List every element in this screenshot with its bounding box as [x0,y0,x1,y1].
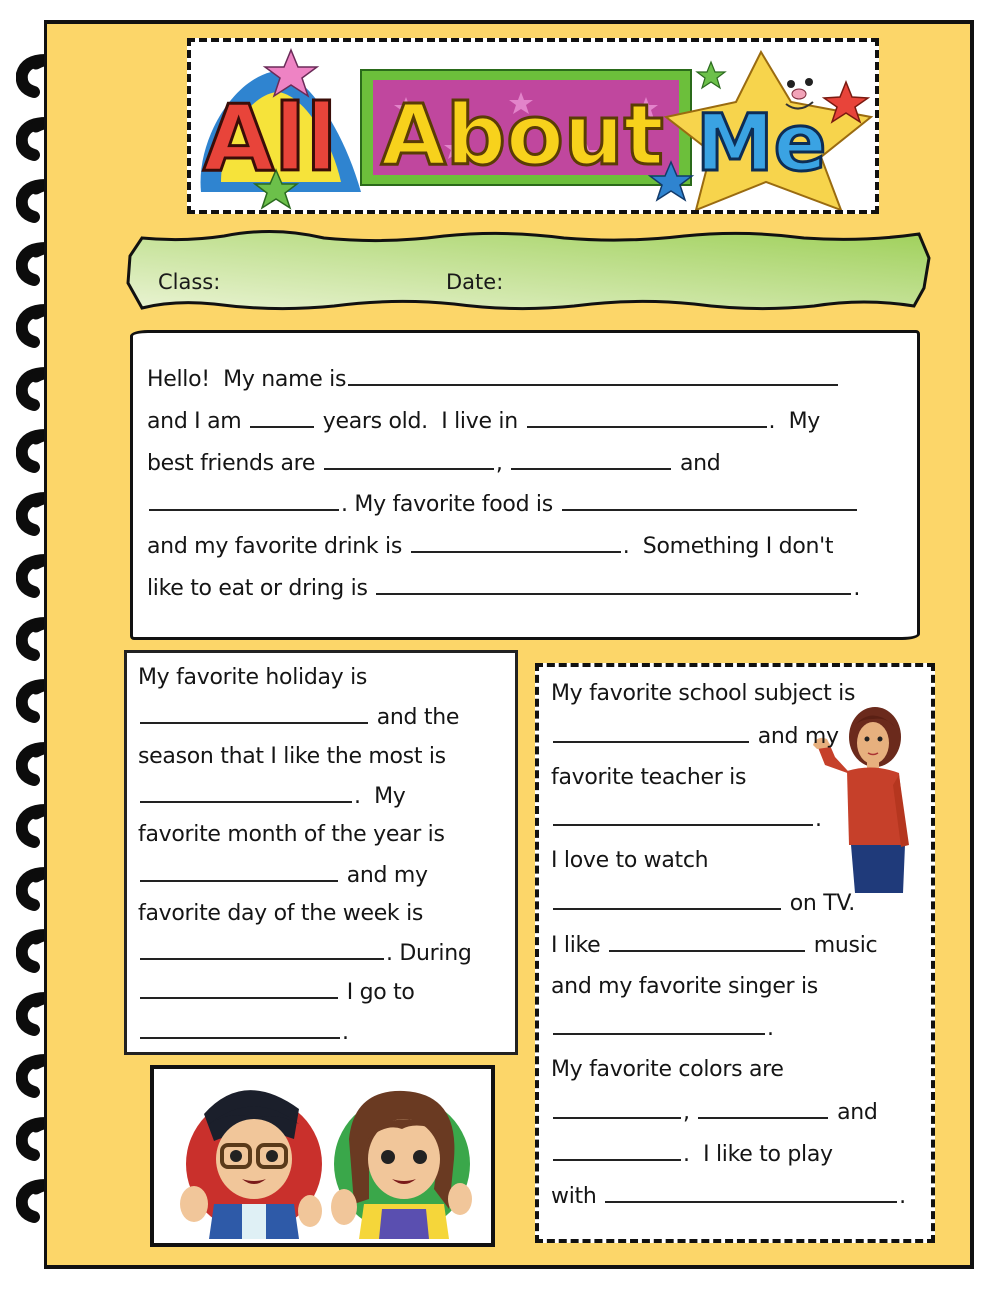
prompt-text: favorite teacher is [551,764,747,790]
school-section [535,663,935,1243]
holiday-line [138,822,445,847]
fill-in-blank[interactable] [140,862,338,882]
prompt-text: . My favorite food is [341,492,560,518]
school-line [551,1015,774,1041]
prompt-text: . My [768,408,821,434]
fill-in-blank[interactable] [609,932,805,952]
all-about-me-title-art [191,42,875,210]
holiday-line [138,901,423,926]
school-line [551,1057,784,1082]
class-label: Class: [158,270,221,294]
fill-in-blank[interactable] [149,491,339,511]
prompt-text: , [495,450,510,476]
prompt-text: and the [370,705,460,731]
title-word-about: About [381,86,664,184]
prompt-text: I love to watch [551,848,709,874]
fill-in-blank[interactable] [605,1183,897,1203]
prompt-text: . [767,1016,774,1042]
fill-in-blank[interactable] [553,1015,765,1035]
holiday-line [138,940,472,966]
prompt-text: and [830,1100,878,1125]
prompt-text: , [683,1100,697,1125]
intro-line [147,533,833,559]
intro-line [147,366,840,392]
prompt-text: . Something I don't [622,534,834,560]
intro-line [147,575,860,601]
fill-in-blank[interactable] [348,366,838,386]
prompt-text: Hello! My name is [147,367,347,392]
title-word-me: Me [696,99,827,189]
prompt-text: favorite day of the week is [138,900,424,926]
holiday-line [138,665,367,690]
prompt-text: and my favorite drink is [147,534,409,560]
fill-in-blank[interactable] [553,806,813,826]
fill-in-blank[interactable] [376,575,851,595]
fill-in-blank[interactable] [511,450,671,470]
prompt-text: years old. I live in [316,408,525,434]
school-line [551,890,855,916]
prompt-text: I like [551,932,608,958]
school-line [551,806,822,832]
prompt-text: and my [751,723,839,749]
prompt-text: . My [354,783,406,809]
holiday-section [124,650,518,1055]
prompt-text: and my [340,862,428,888]
holiday-line [138,862,428,888]
holiday-line [138,704,459,730]
school-line [551,848,708,873]
prompt-text: My favorite school subject is [551,681,856,706]
prompt-text: My favorite holiday is [138,665,368,690]
intro-section [130,330,920,640]
fill-in-blank[interactable] [562,491,857,511]
fill-in-blank[interactable] [140,704,368,724]
school-line [551,765,746,790]
kids-illustration-frame [150,1065,495,1247]
fill-in-blank[interactable] [140,979,338,999]
prompt-text: . [899,1183,906,1209]
prompt-text: . During [386,941,472,967]
date-label: Date: [446,270,504,294]
class-date-banner [124,228,932,313]
title-banner [187,38,879,214]
intro-line [147,450,720,476]
prompt-text: season that I like the most is [138,743,446,769]
intro-line [147,491,859,517]
prompt-text: with [551,1183,604,1209]
kids-illustration [154,1069,491,1243]
fill-in-blank[interactable] [250,408,314,428]
prompt-text: . I like to play [683,1141,833,1167]
fill-in-blank[interactable] [698,1099,828,1119]
prompt-text: . [853,576,861,601]
fill-in-blank[interactable] [553,1141,681,1161]
prompt-text: like to eat or dring is [147,576,375,601]
prompt-text: and I am [147,408,249,434]
fill-in-blank[interactable] [140,940,384,960]
fill-in-blank[interactable] [140,1019,340,1039]
school-line [551,1099,878,1125]
prompt-text: and [673,450,721,476]
prompt-text: best friends are [147,450,322,476]
fill-in-blank[interactable] [527,408,767,428]
school-line [551,974,818,999]
prompt-text: music [807,932,878,958]
fill-in-blank[interactable] [553,1099,681,1119]
fill-in-blank[interactable] [140,783,352,803]
prompt-text: . [342,1019,349,1045]
prompt-text: on TV. [783,891,855,916]
title-word-all: All [203,85,338,192]
school-line [551,932,877,958]
school-line [551,681,855,706]
prompt-text: and my favorite singer is [551,973,818,999]
holiday-line [138,979,415,1005]
prompt-text: My favorite colors are [551,1057,784,1083]
school-line [551,1183,906,1209]
fill-in-blank[interactable] [411,533,621,553]
holiday-line [138,744,446,769]
intro-line [147,408,820,434]
fill-in-blank[interactable] [553,890,781,910]
fill-in-blank[interactable] [324,450,494,470]
prompt-text: favorite month of the year is [138,822,445,848]
prompt-text: I go to [340,980,415,1006]
school-line [551,723,839,749]
holiday-line [138,783,405,809]
fill-in-blank[interactable] [553,723,749,743]
prompt-text: . [815,807,822,833]
school-line [551,1141,833,1167]
holiday-line [138,1019,349,1045]
